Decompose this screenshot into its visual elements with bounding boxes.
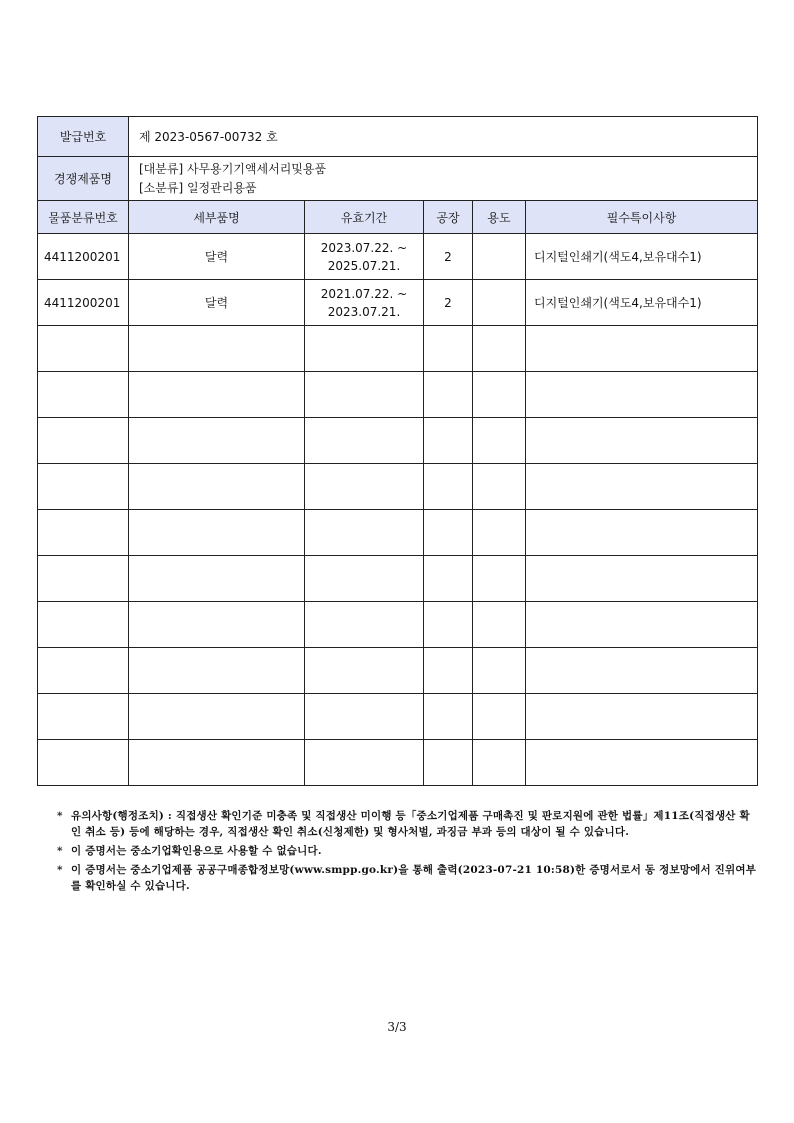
empty-row [38, 694, 758, 740]
page-number: 3/3 [387, 1020, 407, 1034]
row-code: 4411200201 [38, 280, 129, 326]
header-usage: 용도 [473, 201, 526, 234]
row-item-name: 달력 [129, 280, 305, 326]
row-period-end: 2025.07.21. [327, 258, 401, 273]
empty-row [38, 648, 758, 694]
table-header-row [38, 201, 758, 234]
note-text: 이 증명서는 중소기업확인용으로 사용할 수 없습니다. [71, 845, 322, 857]
row-special-note: 디지털인쇄기(색도4,보유대수1) [526, 280, 758, 326]
header-validity-period: 유효기간 [305, 201, 424, 234]
note-bullet: * [57, 864, 63, 876]
note-item [57, 808, 757, 840]
note-text: 유의사항(행정조치) : 직접생산 확인기준 미충족 및 직접생산 미이행 등「중소기업제품 구매촉진 및 판로지원에 관한 법률」제11조(직접생산 확인 취소 등) 등에 해당하는 경우, 직접생산 확인 취소(신청제한) 및 형사처벌, 과징금 부과 등의 대상이 될 수 있습니다. [71, 810, 750, 838]
row-usage [473, 280, 526, 326]
certificate-table [37, 116, 758, 786]
header-item-name: 세부품명 [129, 201, 305, 234]
table-row [38, 280, 758, 326]
note-bullet: * [57, 810, 63, 822]
row-special-note: 디지털인쇄기(색도4,보유대수1) [526, 234, 758, 280]
header-special-notes: 필수특이사항 [526, 201, 758, 234]
row-period [305, 234, 424, 280]
product-major-category: [대분류] 사무용기기액세서리및용품 [139, 161, 327, 176]
product-name-row [38, 157, 758, 201]
product-name-label: 경쟁제품명 [38, 157, 129, 201]
issue-number-value: 제 2023-0567-00732 호 [129, 117, 758, 157]
empty-row [38, 372, 758, 418]
empty-row [38, 510, 758, 556]
empty-row [38, 556, 758, 602]
row-period-start: 2023.07.22. ~ [320, 240, 408, 255]
row-code: 4411200201 [38, 234, 129, 280]
product-name-value [129, 157, 758, 201]
empty-row [38, 740, 758, 786]
empty-row [38, 326, 758, 372]
note-item [57, 843, 757, 859]
row-period-end: 2023.07.21. [327, 304, 401, 319]
note-text: 이 증명서는 중소기업제품 공공구매종합정보망(www.smpp.go.kr)을 통해 출력(2023-07-21 10:58)한 증명서로서 동 정보망에서 진위여부를 확인하실 수 있습니다. [71, 864, 757, 892]
issue-number-row [38, 117, 758, 157]
issue-number-label: 발급번호 [38, 117, 129, 157]
table-row [38, 234, 758, 280]
row-period-start: 2021.07.22. ~ [320, 286, 408, 301]
header-factory: 공장 [424, 201, 473, 234]
row-period [305, 280, 424, 326]
row-factory: 2 [424, 234, 473, 280]
row-factory: 2 [424, 280, 473, 326]
note-bullet: * [57, 845, 63, 857]
row-item-name: 달력 [129, 234, 305, 280]
row-usage [473, 234, 526, 280]
product-minor-category: [소분류] 일정관리용품 [139, 180, 257, 195]
empty-row [38, 418, 758, 464]
notes-section [57, 808, 757, 897]
certificate-sheet [37, 116, 757, 786]
empty-row [38, 464, 758, 510]
empty-row [38, 602, 758, 648]
header-classification-number: 물품분류번호 [38, 201, 129, 234]
note-item [57, 862, 757, 894]
